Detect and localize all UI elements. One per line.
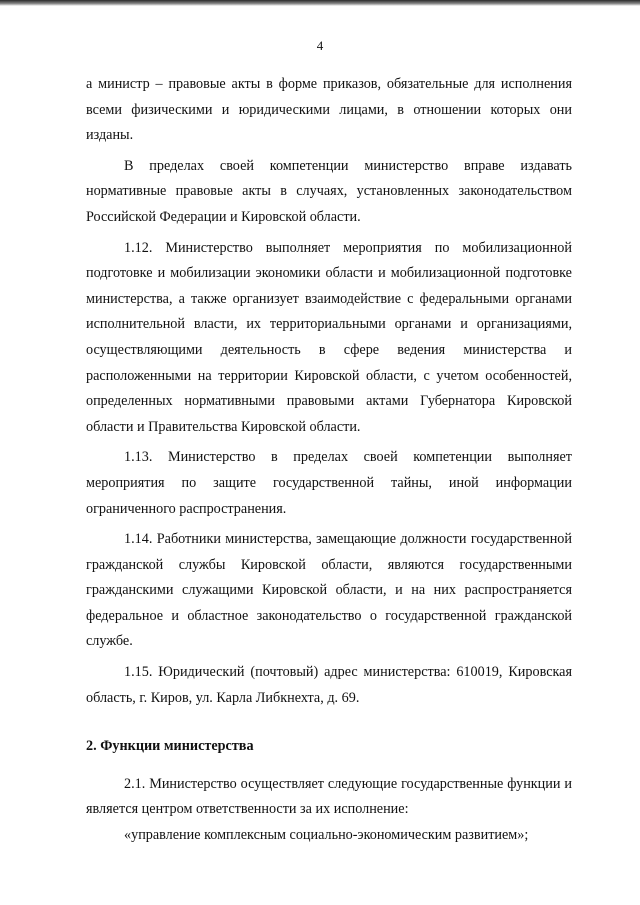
- paragraph-continuation: а министр – правовые акты в форме приказов, обязательные для исполнения всеми физическими и юридическими лицами, в отношении которых они изданы.: [86, 76, 572, 144]
- paragraph-function-item: «управление комплексным социально-экономическим развитием»;: [124, 827, 529, 844]
- paragraph-competence: В пределах своей компетенции министерство вправе издавать нормативные правовые акты в случаях, установленных законодательством Российской Федерации и Кировской области.: [86, 157, 572, 225]
- section-heading: 2. Функции министерства: [86, 738, 254, 755]
- document-body: [86, 72, 572, 849]
- paragraph-1-14: 1.14. Работники министерства, замещающие должности государственной гражданской службы Кировской области, являются государственными гражданскими служащими Кировской области, и на них распространяется федеральное и областное законодательство о государственной гражданской службе.: [86, 531, 572, 650]
- paragraph-1-13: 1.13. Министерство в пределах своей компетенции выполняет мероприятия по защите государственной тайны, иной информации ограниченного распространения.: [86, 449, 572, 517]
- paragraph-1-12: 1.12. Министерство выполняет мероприятия по мобилизационной подготовке и мобилизации экономики области и мобилизационной подготовке министерства, а также организует взаимодействие с федеральными органами исполнительной власти, их территориальными органами и организациями, осуществляющими деятельность в сфере ведения министерства и расположенными на территории Кировской области, с учетом особенностей, определенных нормативными правовыми актами Губернатора Кировской области и Правительства Кировской области.: [86, 239, 572, 435]
- paragraph-2-1: 2.1. Министерство осуществляет следующие государственные функции и является центром ответственности за их исполнение:: [86, 775, 572, 818]
- paragraph-1-15: 1.15. Юридический (почтовый) адрес министерства: 610019, Кировская область, г. Киров, ул. Карла Либкнехта, д. 69.: [86, 664, 572, 706]
- scan-top-edge: [0, 0, 640, 6]
- page-number: 4: [316, 38, 324, 53]
